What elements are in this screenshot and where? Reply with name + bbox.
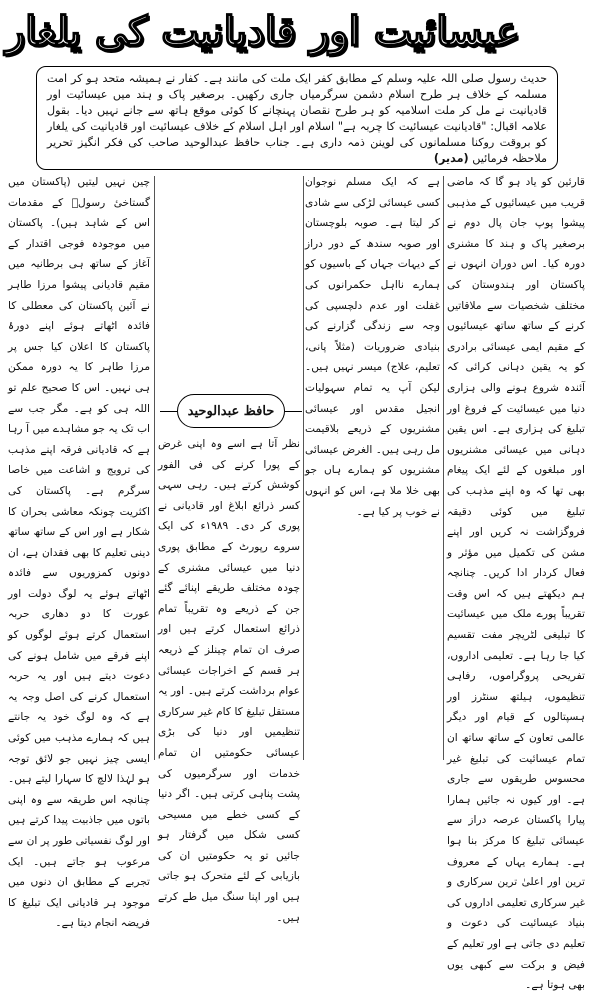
article-column-2 bbox=[305, 172, 440, 760]
column-4-text: چین نہیں لیتیں (پاکستان میں گستاخیٔ رسولؐ کے مقدمات اس کے شاہد ہیں)۔ پاکستان میں موجودہ فوجی اقتدار کے آغاز کے ساتھ ہی برطانیہ میں مقیم قادیانی پیشوا مرزا طاہر نے آئین پاکستان کی معطلی کا فائدہ اٹھاتے ہوئے اپنے دورۂ پاکستان کا اعلان کیا جس پر مرزا طاہر کا یہ دورہ ممکن ہی نہیں۔ اس کا صحیح علم تو اللہ ہی کو ہے۔ مگر جب سے اب تک یہ جو مشاہدے میں آ رہا ہے کہ قادیانی فرقہ اپنے مذہب کی ترویج و اشاعت میں خاصا سرگرم ہے۔ پاکستان کی اکثریت چونکہ معاشی بحران کا شکار ہے اور اس کے ساتھ ساتھ دینی تعلیم کا بھی فقدان ہے، ان دونوں کمزوریوں سے فائدہ اٹھاتے ہوئے یہ لوگ دولت اور عورت کا دو دھاری حربہ استعمال کرتے ہوئے لوگوں کو اپنے فرقے میں شامل ہونے کی دعوت دیتے ہیں اور یہ حربہ استعمال کرنے کی اصل وجہ یہ ہے کہ وہ لوگ خود یہ جانتے ہیں کہ ہمارے مذہب میں کوئی ایسی چیز نہیں جو لائق توجہ ہو لہٰذا لالچ کا سہارا لیتے ہیں۔ چنانچہ اس طریقہ سے وہ اپنی باتوں میں جاذبیت پیدا کرتے ہیں اور لوگ نفسیاتی طور پر ان سے مرعوب ہو جاتے ہیں۔ ایک تجربے کے مطابق ان دنوں میں موجود ہر قادیانی ایک تبلیغ کا فریضہ انجام دیتا ہے۔ bbox=[8, 176, 150, 930]
article-column-4 bbox=[8, 172, 150, 930]
intro-box bbox=[36, 66, 558, 170]
article-column-3 bbox=[158, 434, 300, 924]
column-1-text: قارئین کو یاد ہو گا کہ ماضی قریب میں عیسائیوں کے مذہبی پیشوا پوپ جان پال دوم نے برصغیر پاک و ہند کا مشنری دورہ کیا۔ اس دوران انہوں نے پاکستان اور ہندوستان کی مختلف شخصیات سے ملاقاتیں کرنے کے ساتھ ساتھ عیسائیوں کے مقیم ایمی عیسائی برادری کو یہ یقین دہانی کرائی کہ آئندہ شروع ہونے والی ہزاری دنیا میں عیسائیت کے فروغ اور تبلیغ کی ہزاری ہے۔ اس یقین دہانی میں عیسائی مشنریوں اور مبلغوں کے لئے ایک پیغام بھی تھا کہ وہ اپنے مذہب کی تبلیغ میں کوئی دقیقہ فروگزاشت نہ کریں اور اپنے مشن کی تکمیل میں مؤثر و فعال کردار ادا کریں۔ چنانچہ ہم دیکھتے ہیں کہ اس وقت تقریباً پورے ملک میں عیسائیت کا تبلیغی لٹریچر مفت تقسیم کیا جا رہا ہے۔ تعلیمی اداروں، تفریحی پروگراموں، رفاہی تنظیموں، ہیلتھ سنٹرز اور ہسپتالوں کے قیام اور دیگر عالمی تعاون کے ساتھ ساتھ ان تمام عیسائیت کی تبلیغ غیر محسوس طریقوں سے جاری ہے۔ اور کیوں نہ جائیں ہمارا پیارا پاکستان عرصہ دراز سے عیسائی تبلیغ کا مرکز بنا ہوا ہے۔ ہمارے یہاں کے معروف ترین اور اعلیٰ ترین سرکاری و غیر سرکاری تعلیمی اداروں کی بنیاد عیسائیت کی دعوت و تعلیم دی جاتی ہے اور تعلیم کے فیض و برکت سے کبھی یوں بھی ہوتا ہے۔ bbox=[447, 176, 585, 992]
column-divider bbox=[443, 176, 444, 760]
byline-rule-right bbox=[285, 411, 302, 412]
article-column-1 bbox=[447, 172, 585, 992]
column-2-text: ہے کہ ایک مسلم نوجوان کسی عیسائی لڑکی سے شادی کر لیتا ہے۔ صوبہ بلوچستان اور صوبہ سندھ کے دور دراز کے دیہات جہاں کے باسیوں کو ہمارے نااہل حکمرانوں کی غفلت اور عدم دلچسپی کی وجہ سے زندگی گزارنے کی بنیادی ضروریات (مثلاً پانی، تعلیم، علاج) میسر نہیں ہیں۔ لیکن آپ یہ تمام سہولیات انجیل مقدس اور عیسائی مشنریوں کے ذریعے بلاقیمت مل رہی ہیں۔ الغرض عیسائی مشنریوں کو ہمارے ہاں جو بھی خلا ملا ہے، اس کو انہوں نے خوب پر کیا ہے۔ bbox=[305, 176, 440, 518]
editor-note: (مدیر) bbox=[433, 152, 469, 165]
intro-body: حدیث رسول صلی اللہ علیہ وسلم کے مطابق کفر ایک ملت کی مانند ہے۔ کفار نے ہمیشہ متحد ہو کر امت مسلمہ کے خلاف ہر طرح اسلام دشمن سرگرمیاں جاری رکھیں۔ برصغیر پاک و ہند میں عیسائیت اور قادیانیت نے مل کر ملت اسلامیہ کو ہر طرح نقصان پہنچانے کا کوئی موقع ہاتھ سے جانے نہیں دیا۔ بقول علامہ اقبال: "قادیانیت عیسائیت کا چربہ ہے" اسلام اور اہل اسلام کے خلاف عیسائیت اور قادیانیت کی یلغار کو بروقت روکنا مسلمانوں کی لوینن ذمہ داری ہے۔ جناب حافظ عبدالوحید صاحب کی فکر انگیز تحریر ملاحظہ فرمائیں bbox=[47, 72, 547, 165]
intro-text bbox=[47, 71, 547, 167]
column-3-text: نظر آتا ہے اسے وہ اپنی غرض کے پورا کرنے کی فی الفور کوشش کرتے ہیں۔ رہی سہی کسر ذرائع ابلاغ اور قادیانی نے پوری کر دی۔ ۱۹۸۹ء کی ایک سروے رپورٹ کے مطابق پوری دنیا میں عیسائی مشنری کے چودہ مختلف طریقے اپنائے گئے جن کے ذریعے وہ تقریباً تمام ذرائع استعمال کرتے ہیں اور صرف ان تمام چینلز کے ذریعہ ہر قسم کے اخراجات عیسائی عوام برداشت کرتے ہیں۔ اور یہ مستقل تبلیغ کا کام غیر سرکاری تنظیمیں اور دنیا کی بڑی عیسائی حکومتیں ان تمام خدمات اور سرگرمیوں کی پشت پناہی کرتی ہیں۔ اگر دنیا کے کسی خطے میں مسیحی کسی شکل میں گرفتار ہو جائیں تو یہ حکومتیں ان کی بازیابی کے لئے متحرک ہو جاتی ہیں اور اپنا سنگ میل طے کرتے ہیں۔ bbox=[158, 438, 300, 924]
byline-rule-left bbox=[160, 411, 177, 412]
column-divider bbox=[154, 176, 155, 760]
headline: عیسائیت اور قادیانیت کی یلغار bbox=[5, 8, 520, 55]
column-divider bbox=[303, 176, 304, 760]
author-byline: حافظ عبدالوحید bbox=[177, 394, 285, 428]
